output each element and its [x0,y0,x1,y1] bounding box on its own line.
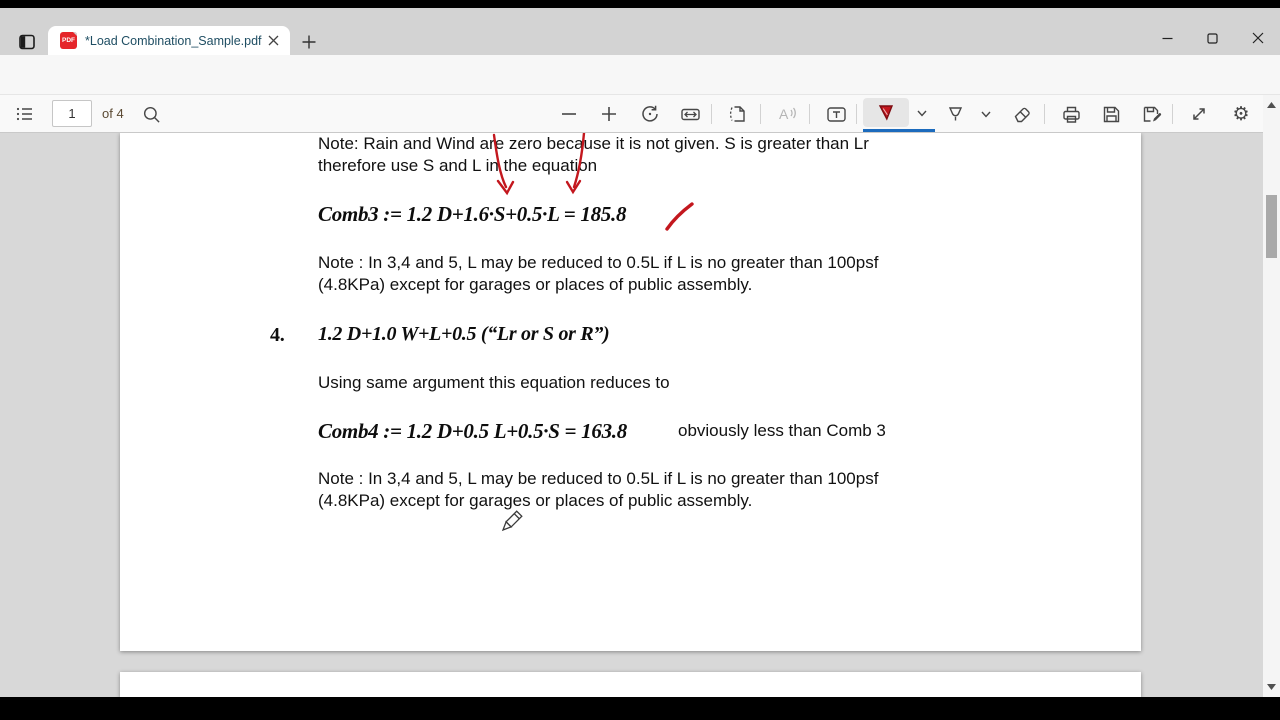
minus-icon [561,106,577,122]
fullscreen-icon [1189,104,1209,124]
draw-button[interactable] [941,100,969,128]
doc-note-mid-line1: Note : In 3,4 and 5, L may be reduced to 0.5L if L is no greater than 100psf [318,253,879,272]
scroll-down-button[interactable] [1263,679,1280,695]
doc-note-top-line1: Note: Rain and Wind are zero because it is not given. S is greater than Lr [318,134,869,153]
zoom-out-button[interactable] [555,100,583,128]
find-in-document-button[interactable] [137,100,165,128]
tab-actions-button[interactable] [12,28,42,55]
erase-button[interactable] [1008,100,1036,128]
highlight-tool-group [863,98,935,130]
save-icon [1101,104,1122,125]
chevron-down-icon [916,107,928,119]
vertical-scrollbar[interactable] [1263,95,1280,697]
maximize-icon [1207,33,1218,44]
pdf-file-icon: PDF [60,32,77,49]
window-bottom-edge [0,697,1280,720]
fit-width-icon [680,104,701,125]
toolbar-separator [711,104,712,124]
tab-title: *Load Combination_Sample.pdf [85,33,262,48]
doc-item4-number: 4. [270,324,285,346]
toc-icon [15,104,35,124]
print-button[interactable] [1057,100,1085,128]
plus-icon [601,106,617,122]
doc-equation-comb4: Comb4 := 1.2 D+0.5 L+0.5·S = 163.8 [318,419,627,443]
svg-text:A: A [779,106,789,122]
pdf-toolbar [0,95,1280,133]
page-count-label: of 4 [102,106,124,121]
tab-strip [0,8,1280,55]
draw-options-button[interactable] [975,100,997,128]
chevron-down-icon [980,108,992,120]
fit-to-width-button[interactable] [676,100,704,128]
scrollbar-thumb[interactable] [1266,195,1277,258]
page-number-input[interactable] [52,100,92,127]
pen-icon [945,104,966,125]
tab-load-combination-pdf[interactable] [48,26,290,55]
toolbar-separator [856,104,857,124]
pdf-page-2 [120,672,1141,697]
rotate-icon [640,104,660,124]
active-tool-indicator [863,129,935,132]
minimize-icon [1162,33,1173,44]
settings-button[interactable] [1227,100,1255,128]
read-aloud-icon [776,103,798,125]
minimize-button[interactable] [1145,18,1190,58]
address-bar-row [0,55,1280,95]
doc-note-bottom-line1: Note : In 3,4 and 5, L may be reduced to 0.5L if L is no greater than 100psf [318,469,879,488]
highlight-button[interactable] [863,98,909,127]
highlighter-icon [875,102,897,124]
read-aloud-button[interactable] [773,100,801,128]
add-text-icon [826,104,847,125]
scroll-up-button[interactable] [1263,97,1280,113]
rotate-button[interactable] [636,100,664,128]
tab-close-icon[interactable] [264,32,282,50]
workspaces-icon [17,32,37,52]
doc-note-mid-line2: (4.8KPa) except for garages or places of public assembly. [318,275,753,294]
save-button[interactable] [1097,100,1125,128]
doc-item4-equation: 1.2 D+1.0 W+L+0.5 (“Lr or S or R”) [318,323,610,345]
doc-reduces-line: Using same argument this equation reduces to [318,373,670,392]
close-icon [1252,32,1264,44]
doc-equation-comb3: Comb3 := 1.2 D+1.6·S+0.5·L = 185.8 [318,202,627,226]
eraser-icon [1012,104,1033,125]
new-tab-button[interactable] [297,30,321,54]
doc-note-top-line2: therefore use S and L in the equation [318,156,598,175]
save-as-icon [1141,104,1162,125]
table-of-contents-button[interactable] [11,100,39,128]
page-view-icon [728,104,748,124]
zoom-in-button[interactable] [595,100,623,128]
page-view-button[interactable] [724,100,752,128]
highlight-options-button[interactable] [911,103,933,123]
window-controls [1145,18,1280,58]
pdf-viewer[interactable] [0,133,1263,697]
toolbar-separator [760,104,761,124]
triangle-up-icon [1267,102,1276,108]
maximize-button[interactable] [1190,18,1235,58]
add-text-button[interactable] [822,100,850,128]
toolbar-separator [1044,104,1045,124]
triangle-down-icon [1267,684,1276,690]
plus-icon [302,35,316,49]
window-top-edge [0,0,1280,8]
close-window-button[interactable] [1235,18,1280,58]
print-icon [1061,104,1082,125]
toolbar-separator [809,104,810,124]
doc-comb4-comment: obviously less than Comb 3 [678,421,886,440]
fullscreen-button[interactable] [1185,100,1213,128]
gear-icon: ⚙ [1232,102,1250,125]
doc-note-bottom-line2: (4.8KPa) except for garages or places of public assembly. [318,491,753,510]
save-as-button[interactable] [1137,100,1165,128]
search-icon [142,105,161,124]
toolbar-separator [1172,104,1173,124]
